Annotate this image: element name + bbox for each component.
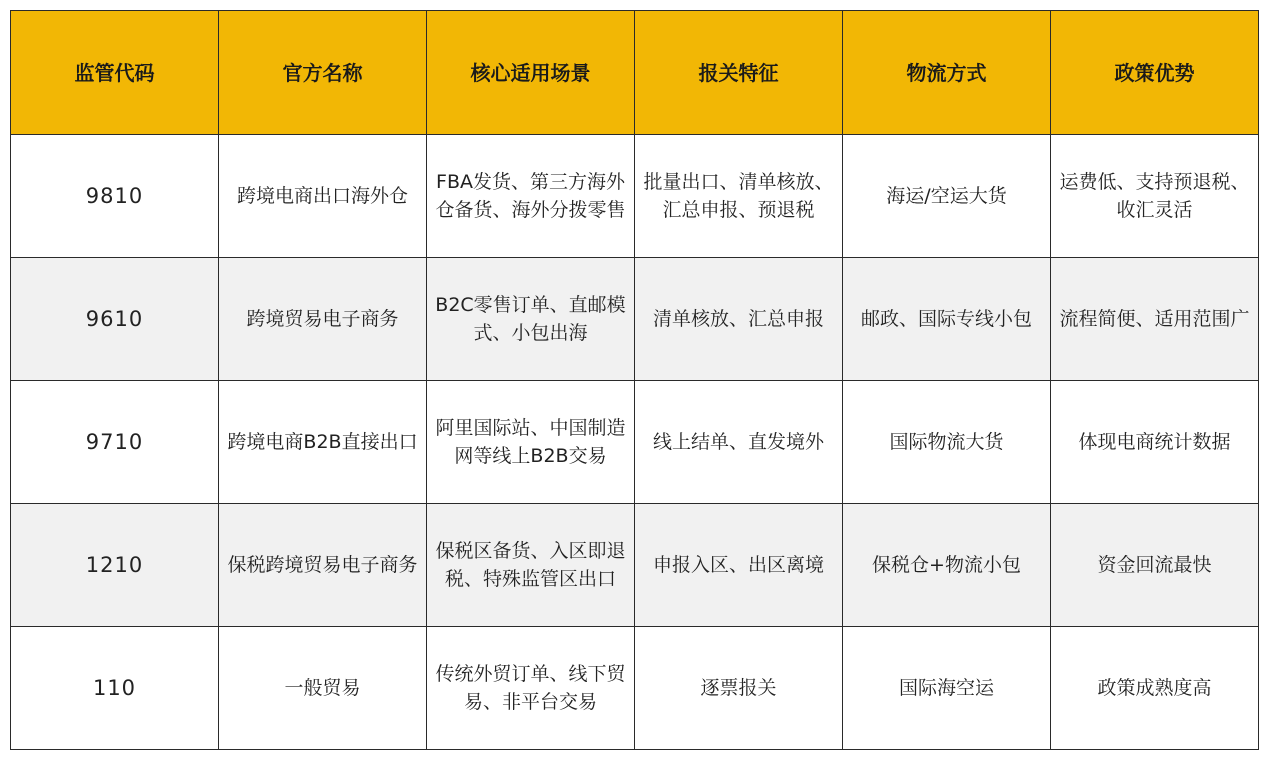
cell-code: 9610 <box>11 258 219 381</box>
header-declaration: 报关特征 <box>635 11 843 135</box>
cell-logistics: 保税仓+物流小包 <box>843 504 1051 627</box>
cell-declaration: 线上结单、直发境外 <box>635 381 843 504</box>
cell-policy: 体现电商统计数据 <box>1051 381 1259 504</box>
cell-official-name: 一般贸易 <box>219 627 427 750</box>
cell-policy: 流程简便、适用范围广 <box>1051 258 1259 381</box>
cell-official-name: 保税跨境贸易电子商务 <box>219 504 427 627</box>
cell-logistics: 国际海空运 <box>843 627 1051 750</box>
cell-declaration: 清单核放、汇总申报 <box>635 258 843 381</box>
customs-code-table <box>10 10 1259 750</box>
cell-policy: 政策成熟度高 <box>1051 627 1259 750</box>
cell-scenario: B2C零售订单、直邮模式、小包出海 <box>427 258 635 381</box>
cell-scenario: 阿里国际站、中国制造网等线上B2B交易 <box>427 381 635 504</box>
table-row <box>11 258 1259 381</box>
cell-logistics: 国际物流大货 <box>843 381 1051 504</box>
header-code: 监管代码 <box>11 11 219 135</box>
cell-logistics: 海运/空运大货 <box>843 135 1051 258</box>
cell-code: 9810 <box>11 135 219 258</box>
cell-official-name: 跨境贸易电子商务 <box>219 258 427 381</box>
header-logistics: 物流方式 <box>843 11 1051 135</box>
cell-code: 110 <box>11 627 219 750</box>
header-official-name: 官方名称 <box>219 11 427 135</box>
cell-declaration: 申报入区、出区离境 <box>635 504 843 627</box>
cell-scenario: FBA发货、第三方海外仓备货、海外分拨零售 <box>427 135 635 258</box>
table-row <box>11 504 1259 627</box>
customs-code-table-container <box>10 10 1259 750</box>
cell-declaration: 逐票报关 <box>635 627 843 750</box>
cell-logistics: 邮政、国际专线小包 <box>843 258 1051 381</box>
cell-policy: 运费低、支持预退税、收汇灵活 <box>1051 135 1259 258</box>
header-row <box>11 11 1259 135</box>
cell-code: 1210 <box>11 504 219 627</box>
cell-official-name: 跨境电商出口海外仓 <box>219 135 427 258</box>
header-policy: 政策优势 <box>1051 11 1259 135</box>
cell-scenario: 传统外贸订单、线下贸易、非平台交易 <box>427 627 635 750</box>
table-row <box>11 135 1259 258</box>
header-scenario: 核心适用场景 <box>427 11 635 135</box>
cell-policy: 资金回流最快 <box>1051 504 1259 627</box>
cell-declaration: 批量出口、清单核放、汇总申报、预退税 <box>635 135 843 258</box>
cell-code: 9710 <box>11 381 219 504</box>
cell-scenario: 保税区备货、入区即退税、特殊监管区出口 <box>427 504 635 627</box>
table-row <box>11 627 1259 750</box>
table-row <box>11 381 1259 504</box>
cell-official-name: 跨境电商B2B直接出口 <box>219 381 427 504</box>
